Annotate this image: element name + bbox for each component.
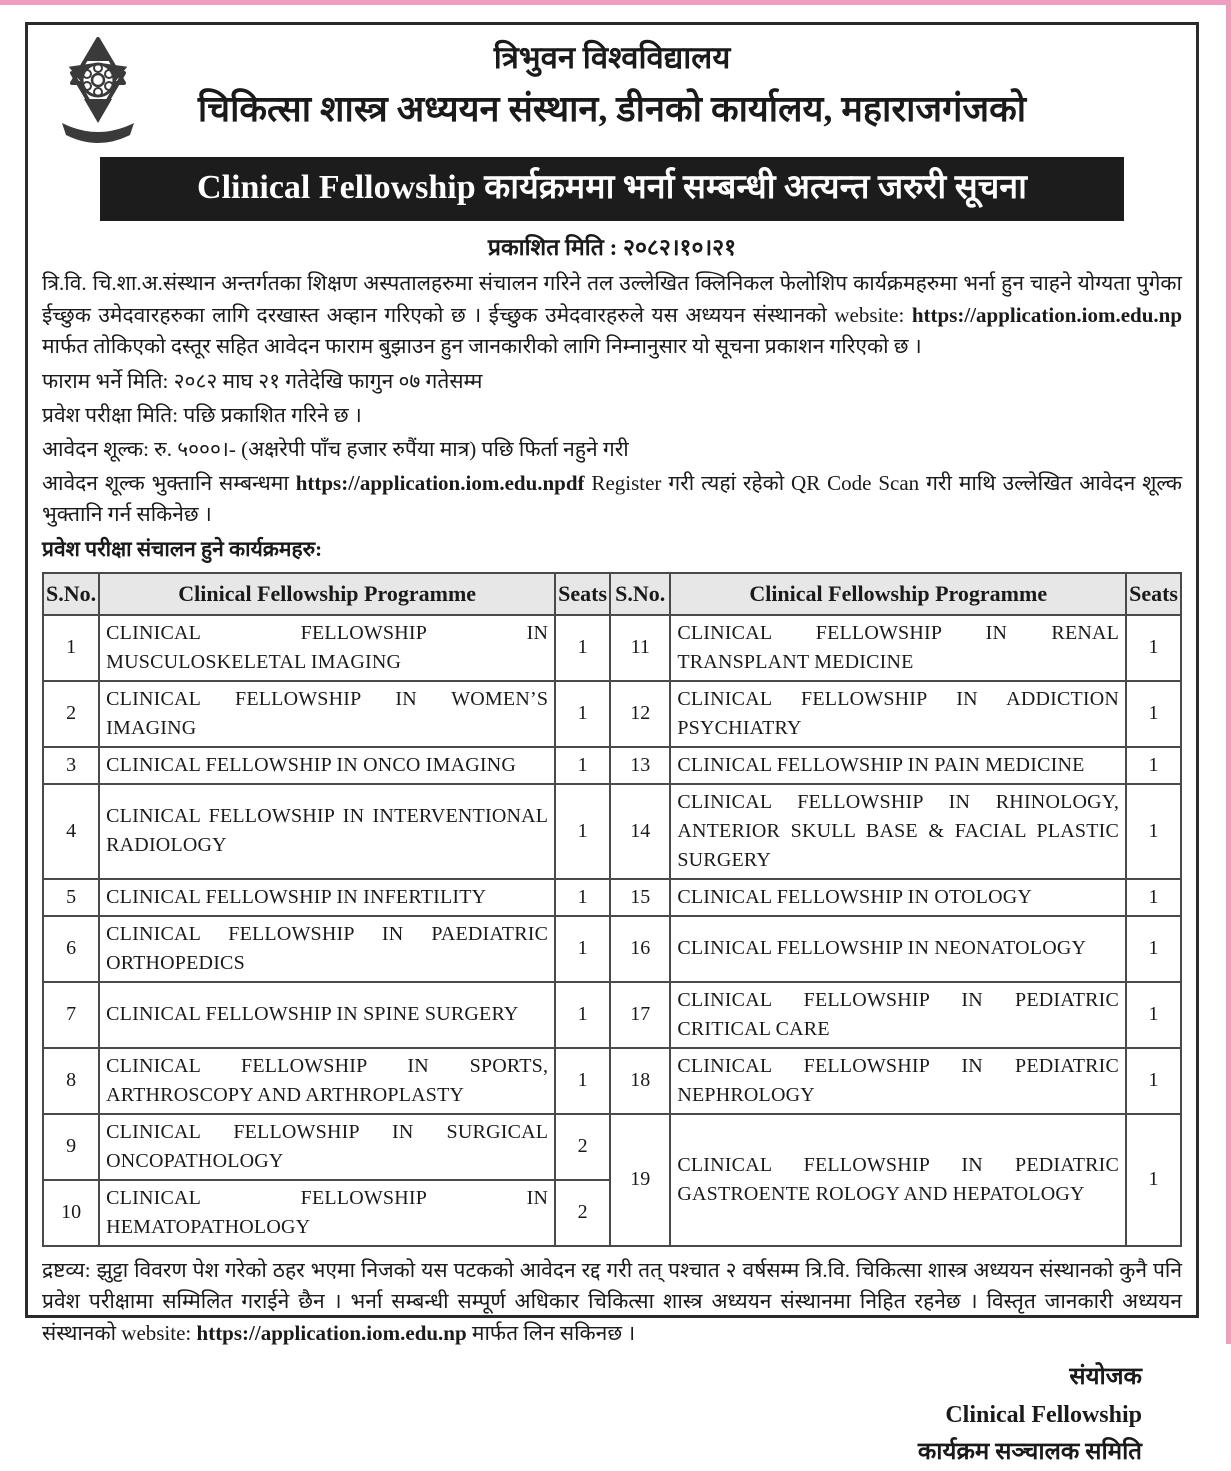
cell-seats: 1 [555, 879, 610, 916]
table-row [43, 982, 1181, 1048]
cell-sno: 8 [43, 1048, 99, 1114]
cell-seats: 1 [1126, 879, 1181, 916]
cell-seats: 1 [555, 982, 610, 1048]
cell-seats: 2 [555, 1180, 610, 1246]
table-row [43, 1114, 1181, 1180]
table-row [43, 1048, 1181, 1114]
cell-seats: 1 [1126, 916, 1181, 982]
cell-sno: 10 [43, 1180, 99, 1246]
cell-programme: CLINICAL FELLOWSHIP IN HEMATOPATHOLOGY [99, 1180, 555, 1246]
cell-programme: CLINICAL FELLOWSHIP IN RHINOLOGY, ANTERIOR SKULL BASE & FACIAL PLASTIC SURGERY [670, 784, 1126, 879]
cell-sno: 3 [43, 747, 99, 784]
application-website-link[interactable]: https://application.iom.edu.np [911, 302, 1182, 327]
payment-instruction-line [42, 468, 1182, 531]
cell-sno: 15 [610, 879, 670, 916]
banner-english-text: Clinical Fellowship [197, 169, 476, 206]
cell-sno: 14 [610, 784, 670, 879]
cell-programme: CLINICAL FELLOWSHIP IN PEDIATRIC GASTROENTE ROLOGY AND HEPATOLOGY [670, 1114, 1126, 1246]
header-programme-right: Clinical Fellowship Programme [670, 573, 1126, 615]
footnote-website-link[interactable]: https://application.iom.edu.np [196, 1320, 467, 1345]
cell-programme: CLINICAL FELLOWSHIP IN ADDICTION PSYCHIATRY [670, 681, 1126, 747]
cell-programme: CLINICAL FELLOWSHIP IN PEDIATRIC CRITICAL CARE [670, 982, 1126, 1048]
cell-sno: 6 [43, 916, 99, 982]
cell-seats: 1 [555, 747, 610, 784]
cell-programme: CLINICAL FELLOWSHIP IN PAIN MEDICINE [670, 747, 1126, 784]
cell-sno: 11 [610, 615, 670, 681]
banner-nepali-text: कार्यक्रममा भर्ना सम्बन्धी अत्यन्त जरुरी सूचना [475, 169, 1027, 206]
cell-programme: CLINICAL FELLOWSHIP IN SPORTS, ARTHROSCOPY AND ARTHROPLASTY [99, 1048, 555, 1114]
cell-sno: 13 [610, 747, 670, 784]
cell-sno: 18 [610, 1048, 670, 1114]
cell-programme: CLINICAL FELLOWSHIP IN PEDIATRIC NEPHROLOGY [670, 1048, 1126, 1114]
cell-seats: 1 [1126, 681, 1181, 747]
cell-seats: 1 [1126, 747, 1181, 784]
cell-programme: CLINICAL FELLOWSHIP IN MUSCULOSKELETAL IMAGING [99, 615, 555, 681]
table-row [43, 747, 1181, 784]
tribhuvan-university-logo-icon [48, 35, 148, 151]
cell-programme: CLINICAL FELLOWSHIP IN SURGICAL ONCOPATHOLOGY [99, 1114, 555, 1180]
cell-sno: 17 [610, 982, 670, 1048]
payment-text-1: आवेदन शूल्क भुक्तानि सम्बन्धमा [42, 470, 296, 495]
notice-document [25, 22, 1199, 1465]
cell-seats: 1 [555, 615, 610, 681]
application-fee-line: आवेदन शूल्क: रु. ५०००।- (अक्षरेपी पाँच हजार रुपैंया मात्र) पछि फिर्ता नहुने गरी [42, 436, 629, 461]
cell-programme: CLINICAL FELLOWSHIP IN INTERVENTIONAL RADIOLOGY [99, 784, 555, 879]
cell-programme: CLINICAL FELLOWSHIP IN OTOLOGY [670, 879, 1126, 916]
institute-name: चिकित्सा शास्त्र अध्ययन संस्थान, डीनको कार्यालय, महाराजगंजको [197, 88, 1027, 129]
document-header [42, 33, 1182, 151]
cell-seats: 2 [555, 1114, 610, 1180]
exam-date-line: प्रवेश परीक्षा मिति: पछि प्रकाशित गरिने छ । [42, 402, 362, 427]
header-sno-left: S.No. [43, 573, 99, 615]
cell-sno: 1 [43, 615, 99, 681]
cell-seats: 1 [555, 784, 610, 879]
cell-sno: 7 [43, 982, 99, 1048]
intro-text-2: मार्फत तोकिएको दस्तूर सहित आवेदन फाराम बुझाउन हुन जानकारीको लागि निम्नानुसार यो सूचना प्रकाशन गरिएको छ । [42, 334, 922, 358]
cell-programme: CLINICAL FELLOWSHIP IN RENAL TRANSPLANT MEDICINE [670, 615, 1126, 681]
cell-seats: 1 [1126, 1048, 1181, 1114]
cell-programme: CLINICAL FELLOWSHIP IN SPINE SURGERY [99, 982, 555, 1048]
cell-seats: 1 [555, 681, 610, 747]
cell-sno: 5 [43, 879, 99, 916]
footnote-text-2: मार्फत लिन सकिनछ । [466, 1320, 636, 1345]
cell-sno: 12 [610, 681, 670, 747]
cell-sno: 19 [610, 1114, 670, 1246]
header-seats-left: Seats [555, 573, 610, 615]
header-programme-left: Clinical Fellowship Programme [99, 573, 555, 615]
header-seats-right: Seats [1126, 573, 1181, 615]
university-name: त्रिभुवन विश्वविद्यालय [493, 40, 731, 75]
table-row [43, 784, 1181, 879]
form-date-line: फाराम भर्ने मिति: २०८२ माघ २१ गतेदेखि फागुन ०७ गतेसम्म [42, 368, 483, 393]
cell-programme: CLINICAL FELLOWSHIP IN WOMEN’S IMAGING [99, 681, 555, 747]
cell-sno: 4 [43, 784, 99, 879]
cell-sno: 9 [43, 1114, 99, 1180]
programmes-heading: प्रवेश परीक्षा संचालन हुने कार्यक्रमहरु: [42, 536, 323, 561]
footnote [42, 1255, 1182, 1350]
publish-date: प्रकाशित मिति : २०८२।१०।२१ [487, 235, 737, 260]
cell-programme: CLINICAL FELLOWSHIP IN PAEDIATRIC ORTHOPEDICS [99, 916, 555, 982]
signature-block [42, 1359, 1142, 1471]
signature-committee: कार्यक्रम सञ्चालक समिति [917, 1438, 1142, 1465]
footnote-text-1: द्रष्टव्य: झुट्टा विवरण पेश गरेको ठहर भएमा निजको यस पटकको आवेदन रद्द गरी तत् पश्चात २ वर्षसम्म त्रि.वि. चिकित्सा शास्त्र अध्ययन संस्थानको कुनै पनि प्रवेश परीक्षामा सम्मिलित गराईने छैन । भर्ना सम्बन्धी सम्पूर्ण अधिकार चिकित्सा शास्त्र अध्ययन संस्थानमा निहित रहनेछ । विस्तृत जानकारी अध्ययन संस्थानको website: [42, 1257, 1182, 1345]
table-row [43, 615, 1181, 681]
intro-text-1: त्रि.वि. चि.शा.अ.संस्थान अन्तर्गतका शिक्षण अस्पतालहरुमा संचालन गरिने तल उल्लेखित क्लिनिकल फेलोशिप कार्यक्रमहरुमा भर्ना हुन चाहने योग्यता पुगेका ईच्छुक उमेदवारहरुका लागि दरखास्त अव्हान गरिएको छ । ईच्छुक उमेदवारहरुले यस अध्ययन संस्थानको website: [42, 271, 1182, 327]
header-sno-right: S.No. [610, 573, 670, 615]
page-edge-top-line [0, 0, 1231, 5]
table-header-row [43, 573, 1181, 615]
cell-sno: 16 [610, 916, 670, 982]
page-edge-right-line [1226, 0, 1231, 1344]
signature-programme: Clinical Fellowship [945, 1401, 1142, 1428]
intro-paragraph [42, 268, 1182, 363]
cell-seats: 1 [1126, 1114, 1181, 1246]
cell-sno: 2 [43, 681, 99, 747]
cell-seats: 1 [1126, 784, 1181, 879]
cell-seats: 1 [1126, 615, 1181, 681]
notice-title-banner [100, 157, 1124, 221]
signature-title: संयोजक [1069, 1364, 1142, 1391]
cell-seats: 1 [1126, 982, 1181, 1048]
cell-seats: 1 [555, 1048, 610, 1114]
cell-programme: CLINICAL FELLOWSHIP IN ONCO IMAGING [99, 747, 555, 784]
programmes-table [42, 572, 1182, 1247]
cell-programme: CLINICAL FELLOWSHIP IN INFERTILITY [99, 879, 555, 916]
table-row [43, 879, 1181, 916]
payment-text-2: Register गरी त्यहां रहेको QR Code Scan गरी माथि उल्लेखित आवेदन शूल्क भुक्तानि गर्न सकिनेछ । [42, 470, 1183, 527]
table-row [43, 916, 1181, 982]
header-titles [42, 33, 1182, 133]
table-row [43, 681, 1181, 747]
cell-programme: CLINICAL FELLOWSHIP IN NEONATOLOGY [670, 916, 1126, 982]
cell-seats: 1 [555, 916, 610, 982]
payment-website-link[interactable]: https://application.iom.edu.npdf [295, 470, 585, 495]
